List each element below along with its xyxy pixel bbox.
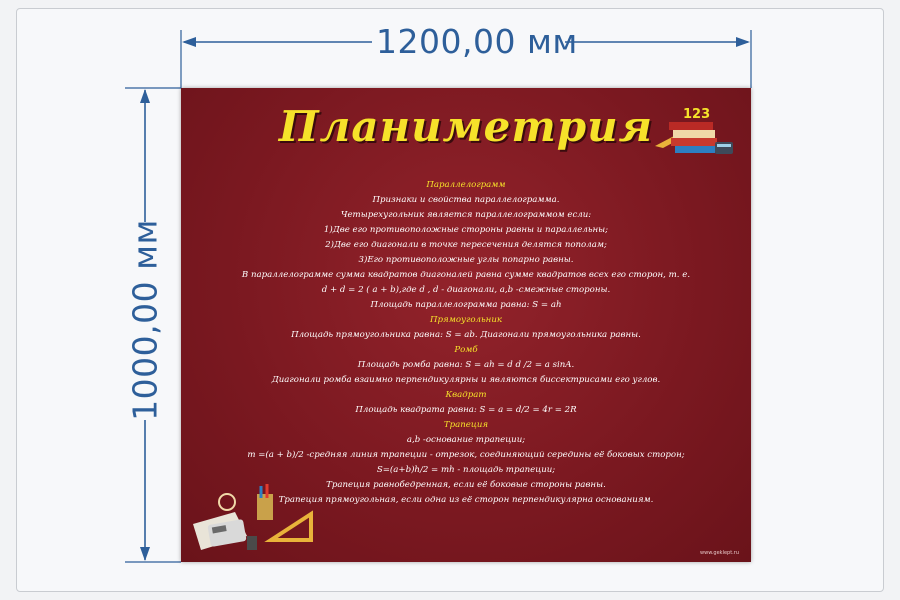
formula-line: В параллелограмме сумма квадратов диагоналей равна сумме квадратов всех его сторон, т. е. <box>241 270 691 280</box>
formula-line: Площадь прямоугольника равна: S = ab. Диагонали прямоугольника равны. <box>291 330 641 340</box>
width-dimension-label: 1200,00 мм <box>376 22 578 61</box>
section-heading: Прямоугольник <box>430 315 502 325</box>
section-heading: Параллелограмм <box>426 180 506 190</box>
formula-line: Трапеция прямоугольная, если одна из её сторон перпендикулярна основаниям. <box>278 495 654 505</box>
formula-line: 2)Две его диагонали в точке пересечения делятся пополам; <box>325 240 607 250</box>
formula-line: m =(a + b)/2 -средняя линия трапеции - отрезок, соединяющий середины её боковых сторон; <box>247 450 685 460</box>
height-arrow-top <box>140 89 150 103</box>
formula-line: Площадь квадрата равна: S = a = d/2 = 4r = 2R <box>355 405 577 415</box>
poster <box>181 88 751 562</box>
formula-line: a,b -основание трапеции; <box>406 435 526 445</box>
section-heading: Квадрат <box>445 390 487 400</box>
height-dimension-label: 1000,00 мм <box>125 219 165 421</box>
formula-line: S=(a+b)h/2 = mh - площадь трапеции; <box>376 465 556 475</box>
school-supplies-icon <box>187 484 317 556</box>
width-arrow-right <box>736 37 750 47</box>
formula-line: Признаки и свойства параллелограмма. <box>372 195 560 205</box>
website-text: www.geklept.ru <box>700 550 739 556</box>
section-heading: Ромб <box>454 345 478 355</box>
poster-title: Планиметрия <box>278 102 654 151</box>
books-icon-badge: 123 <box>683 107 711 122</box>
formula-line: Площадь ромба равна: S = ah = d d /2 = a sinA. <box>357 360 575 370</box>
formula-line: Диагонали ромба взаимно перпендикулярны и являются биссектрисами его углов. <box>271 375 661 385</box>
formula-line: Трапеция равнобедренная, если её боковые стороны равны. <box>326 480 606 490</box>
section-heading: Трапеция <box>443 420 489 430</box>
formula-line: d + d = 2 ( a + b),где d , d - диагонали, a,b -смежные стороны. <box>321 285 611 295</box>
width-arrow-left <box>182 37 196 47</box>
formula-line: Площадь параллелограмма равна: S = ah <box>370 300 562 310</box>
formula-line: 3)Его противоположные углы попарно равны. <box>358 255 574 265</box>
height-arrow-bottom <box>140 547 150 561</box>
books-icon <box>653 102 737 164</box>
formula-content <box>211 178 721 508</box>
formula-line: 1)Две его противоположные стороны равны и параллельны; <box>323 225 609 235</box>
formula-line: Четырехугольник является параллелограммом если: <box>340 210 592 220</box>
